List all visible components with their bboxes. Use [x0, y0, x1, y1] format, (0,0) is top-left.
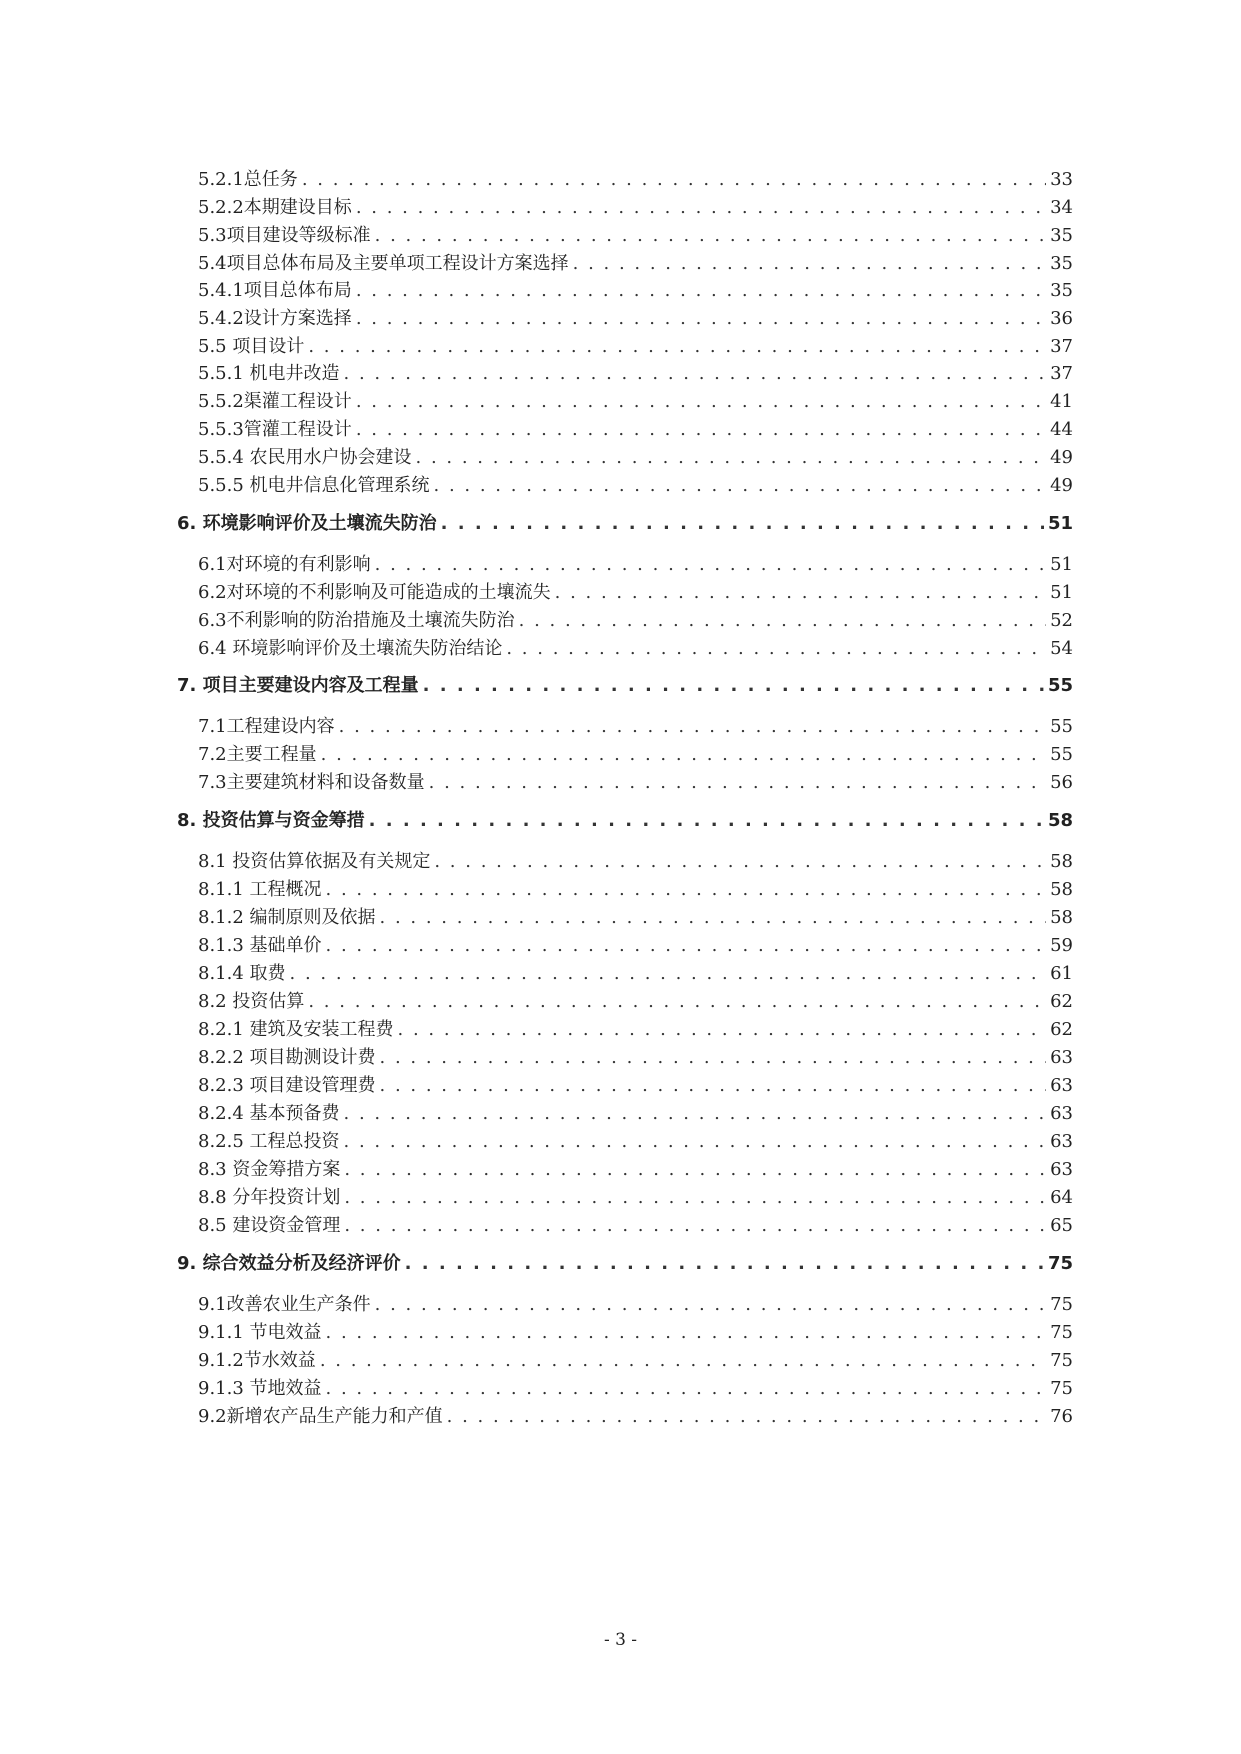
- toc-entry-page: 52: [1050, 610, 1073, 631]
- dot-leader: [441, 513, 1044, 534]
- toc-entry-page: 37: [1050, 336, 1073, 357]
- toc-section-entry[interactable]: [198, 221, 1073, 247]
- toc-entry-title: 8.2.5 工程总投资: [198, 1131, 340, 1152]
- toc-entry-title: 8. 投资估算与资金筹措: [177, 810, 365, 831]
- dot-leader: [308, 991, 1046, 1012]
- toc-entry-title: 5.5 项目设计: [198, 336, 305, 357]
- toc-entry-page: 51: [1050, 554, 1073, 575]
- dot-leader: [326, 935, 1047, 956]
- toc-section-entry[interactable]: [198, 931, 1073, 957]
- toc-section-entry[interactable]: [198, 249, 1073, 275]
- dot-leader: [447, 1406, 1046, 1427]
- toc-entry-page: 35: [1050, 280, 1073, 301]
- toc-entry-title: 8.3 资金筹措方案: [198, 1159, 341, 1180]
- toc-entry-page: 62: [1050, 991, 1073, 1012]
- dot-leader: [326, 1322, 1047, 1343]
- toc-section-entry[interactable]: [198, 1346, 1073, 1372]
- dot-leader: [423, 675, 1044, 696]
- toc-section-entry[interactable]: [198, 740, 1073, 766]
- dot-leader: [344, 1159, 1046, 1180]
- toc-entry-title: 8.1.2 编制原则及依据: [198, 907, 376, 928]
- dot-leader: [344, 1215, 1046, 1236]
- toc-entry-title: 5.5.4 农民用水户协会建设: [198, 447, 412, 468]
- dot-leader: [375, 1294, 1046, 1315]
- toc-entry-title: 6.3不利影响的防治措施及土壤流失防治: [198, 610, 515, 631]
- toc-section-entry[interactable]: [198, 634, 1073, 660]
- toc-entry-page: 75: [1050, 1350, 1073, 1371]
- toc-section-entry[interactable]: [198, 1183, 1073, 1209]
- dot-leader: [416, 447, 1047, 468]
- dot-leader: [506, 638, 1046, 659]
- toc-entry-title: 6. 环境影响评价及土壤流失防治: [177, 513, 437, 534]
- toc-section-entry[interactable]: [198, 304, 1073, 330]
- dot-leader: [369, 810, 1044, 831]
- toc-section-entry[interactable]: [198, 712, 1073, 738]
- toc-section-entry[interactable]: [198, 165, 1073, 191]
- dot-leader: [302, 169, 1046, 190]
- dot-leader: [356, 308, 1046, 329]
- toc-entry-title: 7.2主要工程量: [198, 744, 317, 765]
- toc-entry-title: 5.2.1总任务: [198, 169, 298, 190]
- toc-section-entry[interactable]: [198, 443, 1073, 469]
- toc-entry-page: 62: [1050, 1019, 1073, 1040]
- toc-entry-page: 63: [1050, 1159, 1073, 1180]
- toc-entry-title: 6.4 环境影响评价及土壤流失防治结论: [198, 638, 503, 659]
- toc-entry-page: 58: [1050, 851, 1073, 872]
- toc-entry-page: 49: [1050, 475, 1073, 496]
- toc-entry-title: 5.4.2设计方案选择: [198, 308, 352, 329]
- toc-entry-page: 63: [1050, 1103, 1073, 1124]
- toc-entry-title: 9.1改善农业生产条件: [198, 1294, 371, 1315]
- toc-section-entry[interactable]: [198, 768, 1073, 794]
- toc-entry-page: 33: [1050, 169, 1073, 190]
- dot-leader: [405, 1253, 1044, 1274]
- toc-section-entry[interactable]: [198, 903, 1073, 929]
- dot-leader: [290, 963, 1047, 984]
- toc-entry-title: 5.5.1 机电井改造: [198, 363, 340, 384]
- page-number: - 3 -: [603, 1630, 638, 1650]
- toc-entry-title: 9.1.3 节地效益: [198, 1378, 322, 1399]
- toc-chapter-entry[interactable]: [177, 806, 1073, 832]
- dot-leader: [573, 253, 1046, 274]
- toc-entry-title: 7. 项目主要建设内容及工程量: [177, 675, 419, 696]
- toc-entry-title: 8.5 建设资金管理: [198, 1215, 341, 1236]
- toc-section-entry[interactable]: [198, 1318, 1073, 1344]
- toc-section-entry[interactable]: [198, 1015, 1073, 1041]
- dot-leader: [356, 391, 1046, 412]
- toc-entry-title: 8.1.3 基础单价: [198, 935, 322, 956]
- toc-entry-title: 5.4.1项目总体布局: [198, 280, 352, 301]
- dot-leader: [356, 197, 1046, 218]
- toc-entry-title: 6.2对环境的不利影响及可能造成的土壤流失: [198, 582, 551, 603]
- dot-leader: [380, 1075, 1047, 1096]
- dot-leader: [380, 1047, 1047, 1068]
- toc-entry-title: 7.1工程建设内容: [198, 716, 335, 737]
- dot-leader: [429, 772, 1046, 793]
- toc-entry-page: 51: [1047, 513, 1073, 534]
- dot-leader: [344, 1103, 1047, 1124]
- toc-entry-title: 8.1 投资估算依据及有关规定: [198, 851, 431, 872]
- dot-leader: [326, 1378, 1047, 1399]
- toc-entry-page: 55: [1050, 744, 1073, 765]
- toc-section-entry[interactable]: [198, 550, 1073, 576]
- toc-section-entry[interactable]: [198, 1071, 1073, 1097]
- dot-leader: [308, 336, 1046, 357]
- toc-entry-title: 8.2.4 基本预备费: [198, 1103, 340, 1124]
- toc-entry-page: 63: [1050, 1075, 1073, 1096]
- dot-leader: [434, 475, 1047, 496]
- dot-leader: [380, 907, 1047, 928]
- toc-entry-page: 51: [1050, 582, 1073, 603]
- toc-entry-title: 6.1对环境的有利影响: [198, 554, 371, 575]
- toc-section-entry[interactable]: [198, 471, 1073, 497]
- toc-entry-title: 8.2.1 建筑及安装工程费: [198, 1019, 394, 1040]
- toc-entry-page: 41: [1050, 391, 1073, 412]
- toc-entry-page: 56: [1050, 772, 1073, 793]
- dot-leader: [344, 363, 1047, 384]
- dot-leader: [320, 1350, 1046, 1371]
- toc-entry-title: 8.2.3 项目建设管理费: [198, 1075, 376, 1096]
- toc-entry-page: 64: [1050, 1187, 1073, 1208]
- toc-entry-title: 5.5.5 机电井信息化管理系统: [198, 475, 430, 496]
- toc-entry-page: 44: [1050, 419, 1073, 440]
- toc-section-entry[interactable]: [198, 959, 1073, 985]
- toc-entry-title: 5.3项目建设等级标准: [198, 225, 371, 246]
- toc-entry-page: 36: [1050, 308, 1073, 329]
- toc-entry-page: 61: [1050, 963, 1073, 984]
- toc-entry-page: 63: [1050, 1131, 1073, 1152]
- toc-entry-title: 8.1.1 工程概况: [198, 879, 322, 900]
- toc-entry-title: 8.8 分年投资计划: [198, 1187, 341, 1208]
- toc-entry-page: 75: [1050, 1322, 1073, 1343]
- toc-entry-page: 55: [1050, 716, 1073, 737]
- toc-entry-page: 37: [1050, 363, 1073, 384]
- toc-entry-title: 7.3主要建筑材料和设备数量: [198, 772, 425, 793]
- toc-section-entry[interactable]: [198, 1127, 1073, 1153]
- toc-section-entry[interactable]: [198, 1290, 1073, 1316]
- toc-section-entry[interactable]: [198, 359, 1073, 385]
- toc-entry-title: 9.2新增农产品生产能力和产值: [198, 1406, 443, 1427]
- dot-leader: [344, 1131, 1047, 1152]
- toc-entry-title: 5.2.2本期建设目标: [198, 197, 352, 218]
- toc-entry-title: 8.1.4 取费: [198, 963, 286, 984]
- toc-section-entry[interactable]: [198, 1402, 1073, 1428]
- dot-leader: [375, 554, 1046, 575]
- dot-leader: [555, 582, 1046, 603]
- toc-chapter-entry[interactable]: [177, 1249, 1073, 1275]
- toc-entry-page: 58: [1050, 879, 1073, 900]
- dot-leader: [356, 419, 1046, 440]
- toc-entry-title: 5.5.2渠灌工程设计: [198, 391, 352, 412]
- toc-entry-page: 75: [1047, 1253, 1073, 1274]
- toc-entry-page: 58: [1050, 907, 1073, 928]
- toc-section-entry[interactable]: [198, 415, 1073, 441]
- toc-section-entry[interactable]: [198, 987, 1073, 1013]
- toc-section-entry[interactable]: [198, 847, 1073, 873]
- toc-entry-page: 58: [1047, 810, 1073, 831]
- toc-entry-page: 59: [1050, 935, 1073, 956]
- toc-entry-title: 9.1.1 节电效益: [198, 1322, 322, 1343]
- toc-chapter-entry[interactable]: [177, 509, 1073, 535]
- toc-entry-page: 54: [1050, 638, 1073, 659]
- dot-leader: [375, 225, 1046, 246]
- toc-entry-page: 49: [1050, 447, 1073, 468]
- toc-entry-page: 35: [1050, 253, 1073, 274]
- dot-leader: [434, 851, 1046, 872]
- toc-section-entry[interactable]: [198, 276, 1073, 302]
- toc-section-entry[interactable]: [198, 1211, 1073, 1237]
- toc-section-entry[interactable]: [198, 606, 1073, 632]
- dot-leader: [339, 716, 1046, 737]
- toc-entry-page: 75: [1050, 1378, 1073, 1399]
- dot-leader: [356, 280, 1046, 301]
- toc-chapter-entry[interactable]: [177, 671, 1073, 697]
- toc-entry-page: 76: [1050, 1406, 1073, 1427]
- toc-entry-page: 63: [1050, 1047, 1073, 1068]
- dot-leader: [519, 610, 1046, 631]
- toc-section-entry[interactable]: [198, 1374, 1073, 1400]
- toc-section-entry[interactable]: [198, 1155, 1073, 1181]
- toc-entry-title: 5.5.3管灌工程设计: [198, 419, 352, 440]
- toc-entry-title: 9. 综合效益分析及经济评价: [177, 1253, 401, 1274]
- toc-entry-title: 8.2 投资估算: [198, 991, 305, 1012]
- toc-entry-title: 8.2.2 项目勘测设计费: [198, 1047, 376, 1068]
- toc-entry-page: 34: [1050, 197, 1073, 218]
- toc-entry-title: 9.1.2节水效益: [198, 1350, 316, 1371]
- dot-leader: [344, 1187, 1046, 1208]
- dot-leader: [398, 1019, 1047, 1040]
- toc-entry-page: 65: [1050, 1215, 1073, 1236]
- toc-section-entry[interactable]: [198, 578, 1073, 604]
- toc-section-entry[interactable]: [198, 1099, 1073, 1125]
- toc-entry-page: 55: [1047, 675, 1073, 696]
- toc-section-entry[interactable]: [198, 332, 1073, 358]
- toc-entry-title: 5.4项目总体布局及主要单项工程设计方案选择: [198, 253, 569, 274]
- dot-leader: [326, 879, 1047, 900]
- toc-section-entry[interactable]: [198, 387, 1073, 413]
- toc-entry-page: 75: [1050, 1294, 1073, 1315]
- toc-entry-page: 35: [1050, 225, 1073, 246]
- toc-section-entry[interactable]: [198, 875, 1073, 901]
- toc-section-entry[interactable]: [198, 1043, 1073, 1069]
- dot-leader: [321, 744, 1046, 765]
- toc-section-entry[interactable]: [198, 193, 1073, 219]
